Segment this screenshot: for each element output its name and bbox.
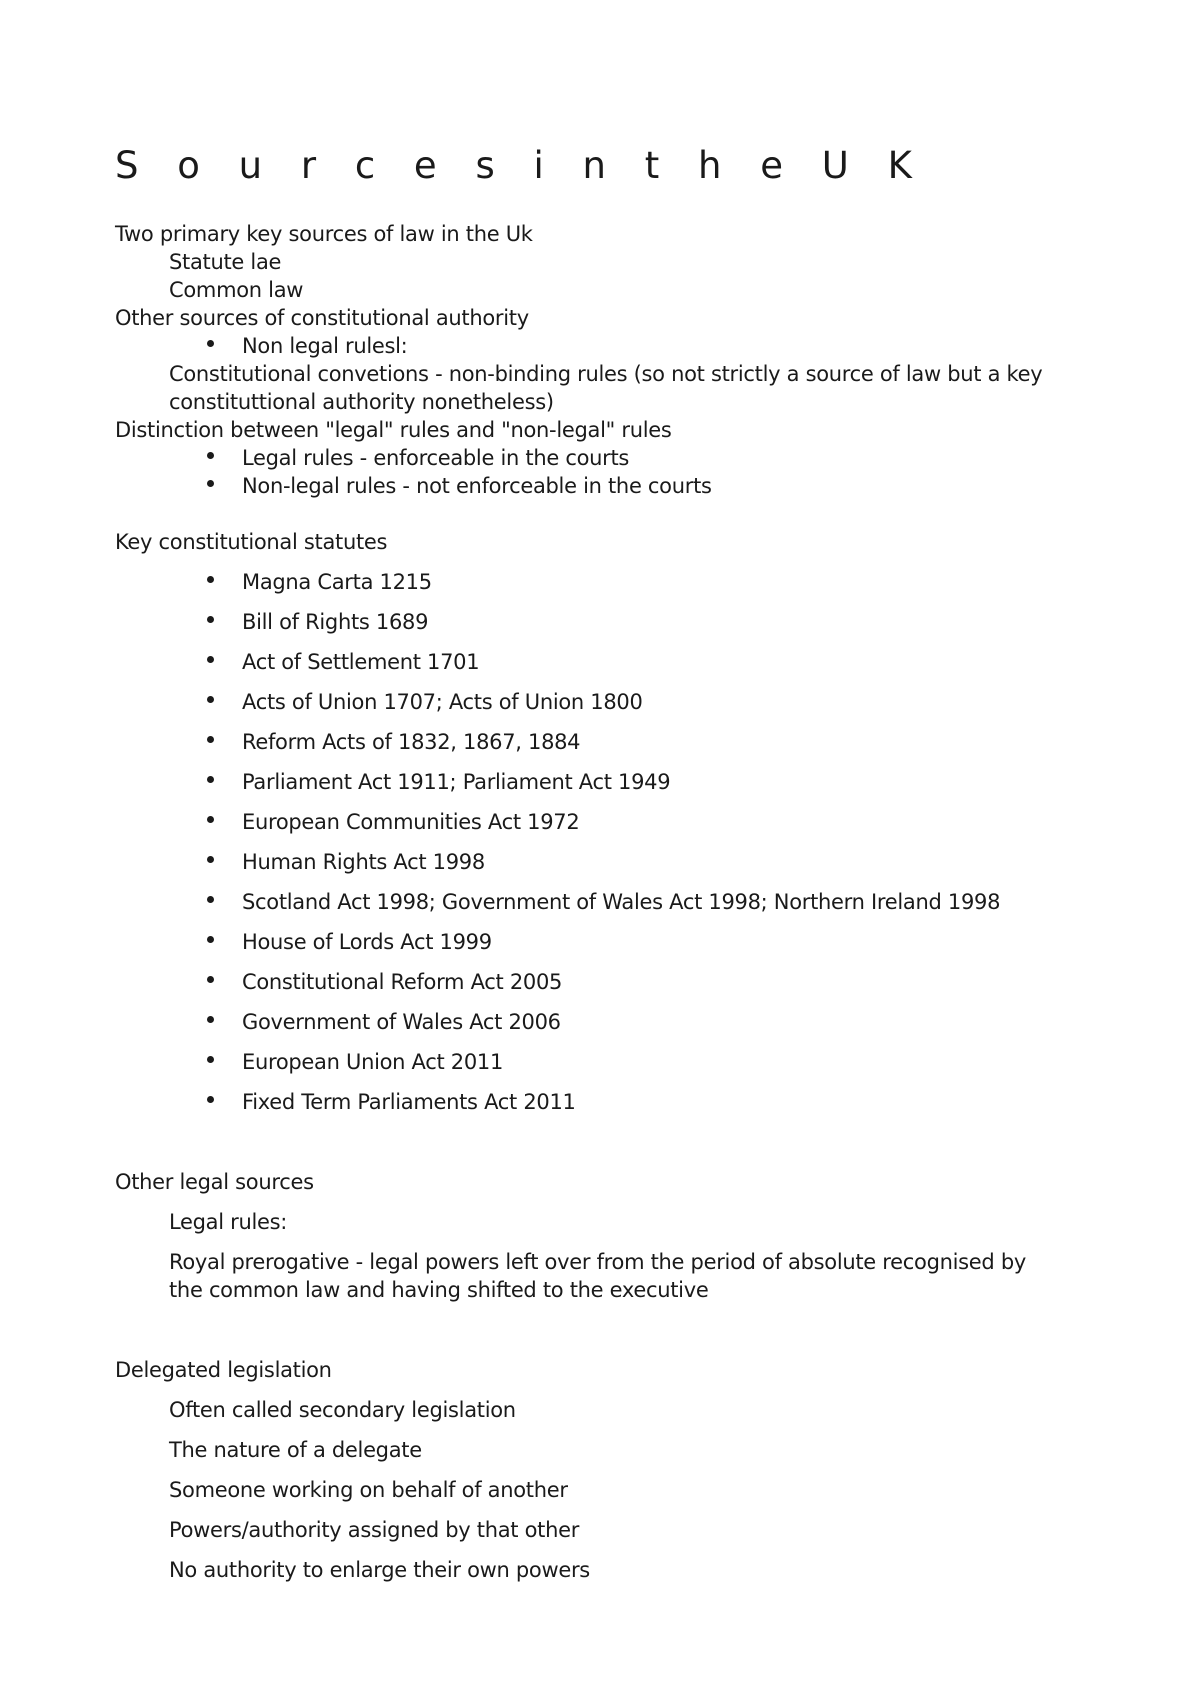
statute-item: Act of Settlement 1701 [242,650,480,674]
delegated-item: Someone working on behalf of another [169,1478,568,1502]
statute-item: European Communities Act 1972 [242,810,580,834]
statute-item: Fixed Term Parliaments Act 2011 [242,1090,576,1114]
royal-prerogative-line1: Royal prerogative - legal powers left over from the period of absolute recognised by [169,1250,1026,1274]
statute-item: Parliament Act 1911; Parliament Act 1949 [242,770,671,794]
bullet-icon [207,696,214,703]
bullet-icon [207,480,214,487]
bullet-icon [207,1016,214,1023]
statute-item: Magna Carta 1215 [242,570,432,594]
other-legal-heading: Other legal sources [115,1170,314,1194]
statutes-heading: Key constitutional statutes [115,530,388,554]
legal-rules-bullet: Legal rules - enforceable in the courts [242,446,630,470]
statute-item: Government of Wales Act 2006 [242,1010,561,1034]
non-legal-rules-bullet: Non legal rulesl: [242,334,408,358]
statute-item: House of Lords Act 1999 [242,930,492,954]
intro-item-common-law: Common law [169,278,304,302]
bullet-icon [207,1056,214,1063]
delegated-item: The nature of a delegate [169,1438,422,1462]
statute-item: Constitutional Reform Act 2005 [242,970,563,994]
bullet-icon [207,1096,214,1103]
royal-prerogative-line2: the common law and having shifted to the executive [169,1278,709,1302]
page-title: S o u r c e s i n t h e U K [115,144,926,187]
other-sources-heading: Other sources of constitutional authority [115,306,529,330]
bullet-icon [207,340,214,347]
conventions-text-line1: Constitutional convetions - non-binding rules (so not strictly a source of law but a key [169,362,1043,386]
statute-item: Reform Acts of 1832, 1867, 1884 [242,730,581,754]
bullet-icon [207,896,214,903]
delegated-item: Powers/authority assigned by that other [169,1518,580,1542]
bullet-icon [207,936,214,943]
legal-rules-subheading: Legal rules: [169,1210,288,1234]
non-legal-rules-bullet-2: Non-legal rules - not enforceable in the courts [242,474,712,498]
bullet-icon [207,576,214,583]
bullet-icon [207,452,214,459]
distinction-heading: Distinction between "legal" rules and "non-legal" rules [115,418,672,442]
conventions-text-line2: constituttional authority nonetheless) [169,390,554,414]
statute-item: European Union Act 2011 [242,1050,504,1074]
bullet-icon [207,976,214,983]
bullet-icon [207,856,214,863]
statute-item: Human Rights Act 1998 [242,850,485,874]
bullet-icon [207,736,214,743]
bullet-icon [207,616,214,623]
statute-item: Bill of Rights 1689 [242,610,429,634]
intro-heading: Two primary key sources of law in the Uk [115,222,533,246]
statute-item: Scotland Act 1998; Government of Wales Act 1998; Northern Ireland 1998 [242,890,1001,914]
delegated-item: No authority to enlarge their own powers [169,1558,590,1582]
bullet-icon [207,816,214,823]
bullet-icon [207,656,214,663]
bullet-icon [207,776,214,783]
delegated-heading: Delegated legislation [115,1358,332,1382]
delegated-item: Often called secondary legislation [169,1398,516,1422]
statute-item: Acts of Union 1707; Acts of Union 1800 [242,690,643,714]
intro-item-statute: Statute lae [169,250,282,274]
